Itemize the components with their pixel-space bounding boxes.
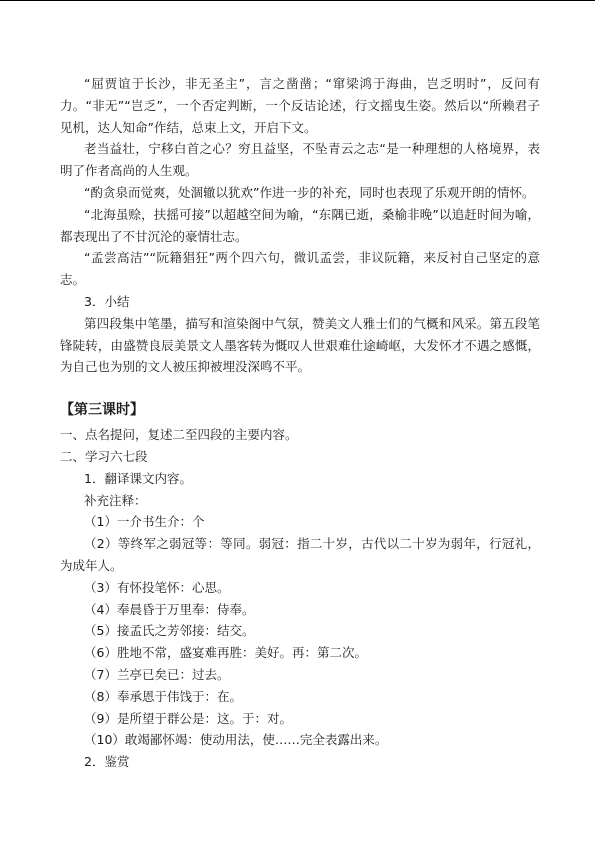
paragraph-laodangyizhuang: 老当益壮，宁移白首之心？穷且益坚，不坠青云之志“是一种理想的人格境界，表明了作者高尚的人生观。 [60,141,540,179]
note-item: （1）一介书生介：个 [84,514,205,530]
note-item: （3）有怀投笔怀：心思。 [84,579,230,595]
note-item: （5）接孟氏之芳邻接：结交。 [84,623,255,639]
summary-heading: 3．小结 [84,293,130,309]
note-item: （7）兰亭已矣已：过去。 [84,666,230,682]
paragraph-jiayi-liangHong: “屈贾谊于长沙，非无圣主”，言之凿凿；“窜梁鸿于海曲，岂乏明时”，反问有力。“非无”“岂乏”，一个否定判断，一个反诘论述，行文摇曳生姿。然后以“所赖君子见机，达人知命”作结，总束上文，开启下文。 [60,76,540,135]
lesson3-item1: 1．翻译课文内容。 [84,470,192,486]
note-item: （2）等终军之弱冠等：等同。弱冠：指二十岁，古代以二十岁为弱年，行冠礼，为成年人。 [60,536,540,573]
lesson3-step2: 二、学习六七段 [60,448,148,464]
document-page [60,73,540,773]
lesson3-heading: 【第三课时】 [60,402,144,419]
note-item: （9）是所望于群公是：这。于：对。 [84,710,292,726]
paragraph-mengchang: “孟尝高洁”“阮籍猖狂”两个四六句，微讥孟尝，非议阮籍，来反衬自己坚定的意志。 [60,250,540,288]
lesson3-item2: 2．鉴赏 [84,754,130,770]
lesson3-step1: 一、点名提问，复述二至四段的主要内容。 [60,427,298,443]
note-item: （4）奉晨昏于万里奉：侍奉。 [84,601,255,617]
page-top-rule [0,0,595,1]
summary-text: 第四段集中笔墨，描写和渲染阁中气氛，赞美文人雅士们的气概和风采。第五段笔锋陡转，由盛赞良辰美景文人墨客转为慨叹人世艰难仕途崎岖，大发怀才不遇之感慨，为自己也为别的文人被压抑被埋没深鸣不平。 [60,315,540,375]
notes-label: 补充注释： [84,492,147,508]
paragraph-beihai: “北海虽赊，扶摇可接”以超越空间为喻，“东隅已逝，桑榆非晚”以追赶时间为喻，都表现出了不甘沉沦的豪情壮志。 [60,206,540,244]
note-item: （6）胜地不常，盛宴难再胜：美好。再：第二次。 [84,645,367,661]
paragraph-tanquan: “酌贪泉而觉爽，处涸辙以犹欢”作进一步的补充，同时也表现了乐观开朗的情怀。 [84,184,535,200]
note-item: （10）敢竭鄙怀竭：使动用法，使……完全表露出来。 [84,732,388,748]
note-item: （8）奉承恩于伟饯于：在。 [84,688,242,704]
